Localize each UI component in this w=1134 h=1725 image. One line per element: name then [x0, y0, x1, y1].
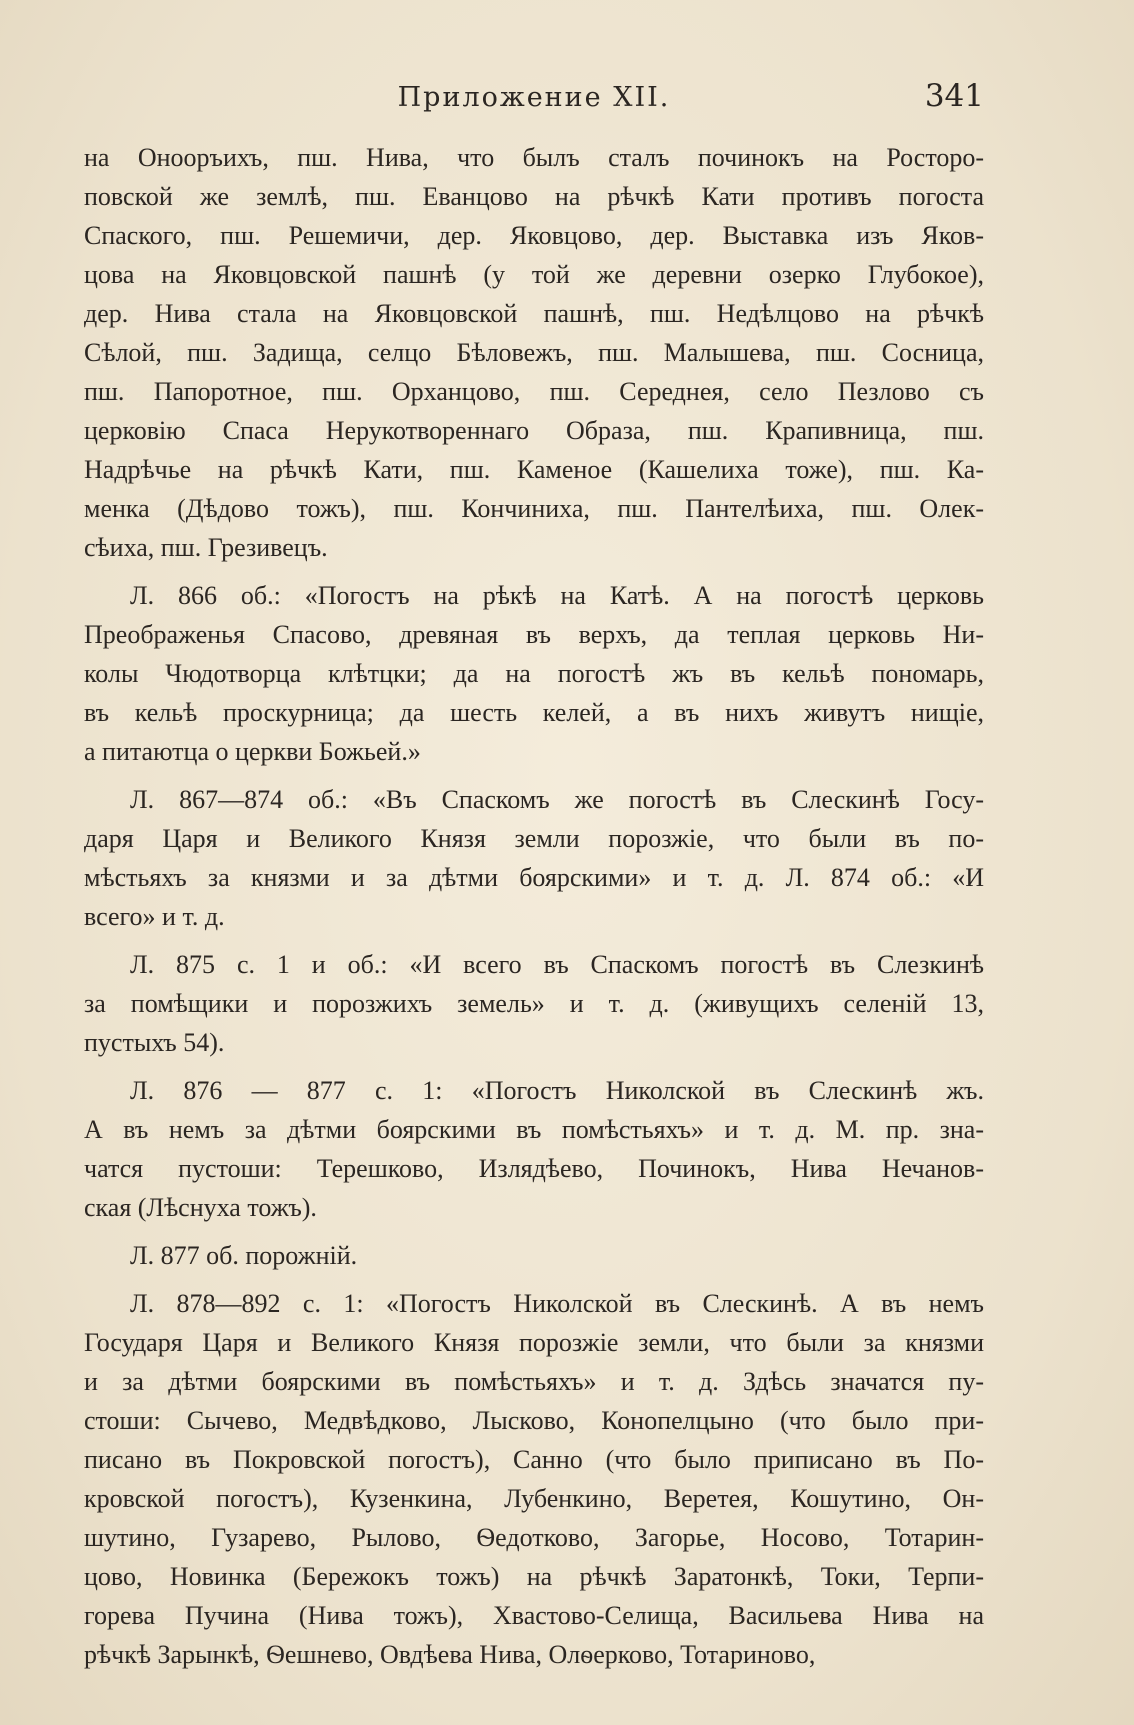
text-line: ская (Лѣснуха тожъ).: [84, 1193, 317, 1222]
text-line: цова на Яковцовской пашнѣ (у той же деревни озерко Глубокое),: [84, 260, 984, 289]
text-line: повской же землѣ, пш. Еванцово на рѣчкѣ Кати противъ погоста: [84, 182, 984, 211]
text-line: горева Пучина (Нива тожъ), Хвастово-Селища, Васильева Нива на: [84, 1601, 984, 1630]
text-line: менка (Дѣдово тожъ), пш. Кончиниха, пш. Пантелѣиха, пш. Олек-: [84, 494, 984, 523]
text-line: Государя Царя и Великого Князя порозжіе земли, что были за князми: [84, 1328, 984, 1357]
text-line: пустыхъ 54).: [84, 1028, 225, 1057]
running-title: Приложение XII.: [397, 82, 671, 113]
paragraph: [84, 1236, 984, 1275]
text-line: всего» и т. д.: [84, 902, 225, 931]
text-line: колы Чюдотворца клѣтцки; да на погостѣ жъ въ кельѣ пономарь,: [84, 659, 984, 688]
paragraph: [84, 1071, 984, 1227]
text-line: за помѣщики и порозжихъ земель» и т. д. (живущихъ селеній 13,: [84, 989, 984, 1018]
body-text: [84, 138, 984, 1683]
text-line: шутино, Гузарево, Рылово, Ѳедотково, Загорье, Носово, Тотарин-: [84, 1523, 984, 1552]
text-line: чатся пустоши: Терешково, Излядѣево, Починокъ, Нива Нечанов-: [84, 1154, 984, 1183]
text-line: Л. 876 — 877 с. 1: «Погостъ Николской въ Слескинѣ жъ.: [130, 1076, 984, 1105]
text-line: мѣстьяхъ за князми и за дѣтми боярскими» и т. д. Л. 874 об.: «И: [84, 863, 984, 892]
text-line: въ кельѣ проскурница; да шесть келей, а въ нихъ живутъ нищіе,: [84, 698, 984, 727]
text-line: Л. 877 об. порожній.: [130, 1241, 358, 1270]
text-line: а питаютца о церкви Божьей.»: [84, 737, 421, 766]
text-line: дер. Нива стала на Яковцовской пашнѣ, пш. Недѣлцово на рѣчкѣ: [84, 299, 984, 328]
paragraph: [84, 1284, 984, 1674]
text-line: Спаского, пш. Решемичи, дер. Яковцово, дер. Выставка изъ Яков-: [84, 221, 984, 250]
text-line: даря Царя и Великого Князя земли порозжіе, что были въ по-: [84, 824, 984, 853]
text-line: Сѣлой, пш. Задища, селцо Бѣловежъ, пш. Малышева, пш. Сосница,: [84, 338, 984, 367]
paragraph: [84, 138, 984, 567]
page-number: 341: [924, 78, 984, 114]
paragraph: [84, 780, 984, 936]
text-line: цово, Новинка (Бережокъ тожъ) на рѣчкѣ Заратонкѣ, Токи, Терпи-: [84, 1562, 984, 1591]
text-line: стоши: Сычево, Медвѣдково, Лысково, Конопелцыно (что было при-: [84, 1406, 984, 1435]
text-line: рѣчкѣ Зарынкѣ, Ѳешнево, Овдѣева Нива, Олѳерково, Тотариново,: [84, 1640, 816, 1669]
text-line: Надрѣчье на рѣчкѣ Кати, пш. Каменое (Кашелиха тоже), пш. Ка-: [84, 455, 984, 484]
text-line: Л. 866 об.: «Погостъ на рѣкѣ на Катѣ. А на погостѣ церковь: [130, 581, 984, 610]
paragraph: [84, 945, 984, 1062]
text-line: Л. 878—892 с. 1: «Погостъ Николской въ Слескинѣ. А въ немъ: [130, 1289, 984, 1318]
text-line: А въ немъ за дѣтми боярскими въ помѣстьяхъ» и т. д. М. пр. зна-: [84, 1115, 984, 1144]
text-line: церковію Спаса Нерукотвореннаго Образа, пш. Крапивница, пш.: [84, 416, 984, 445]
text-line: Преображенья Спасово, древяная въ верхъ, да теплая церковь Ни-: [84, 620, 984, 649]
text-line: кровской погостъ), Кузенкина, Лубенкино, Веретея, Кошутино, Он-: [84, 1484, 984, 1513]
text-line: пш. Папоротное, пш. Орханцово, пш. Середнея, село Пезлово съ: [84, 377, 984, 406]
text-line: и за дѣтми боярскими въ помѣстьяхъ» и т. д. Здѣсь значатся пу-: [84, 1367, 984, 1396]
text-line: на Онооръихъ, пш. Нива, что былъ сталъ починокъ на Росторо-: [84, 143, 984, 172]
text-line: сѣиха, пш. Грезивецъ.: [84, 533, 328, 562]
text-line: Л. 867—874 об.: «Въ Спаскомъ же погостѣ въ Слескинѣ Госу-: [130, 785, 984, 814]
text-line: Л. 875 с. 1 и об.: «И всего въ Спаскомъ погостѣ въ Слезкинѣ: [130, 950, 984, 979]
paragraph: [84, 576, 984, 771]
text-line: писано въ Покровской погостъ), Санно (что было приписано въ По-: [84, 1445, 984, 1474]
page-header: [84, 78, 984, 118]
